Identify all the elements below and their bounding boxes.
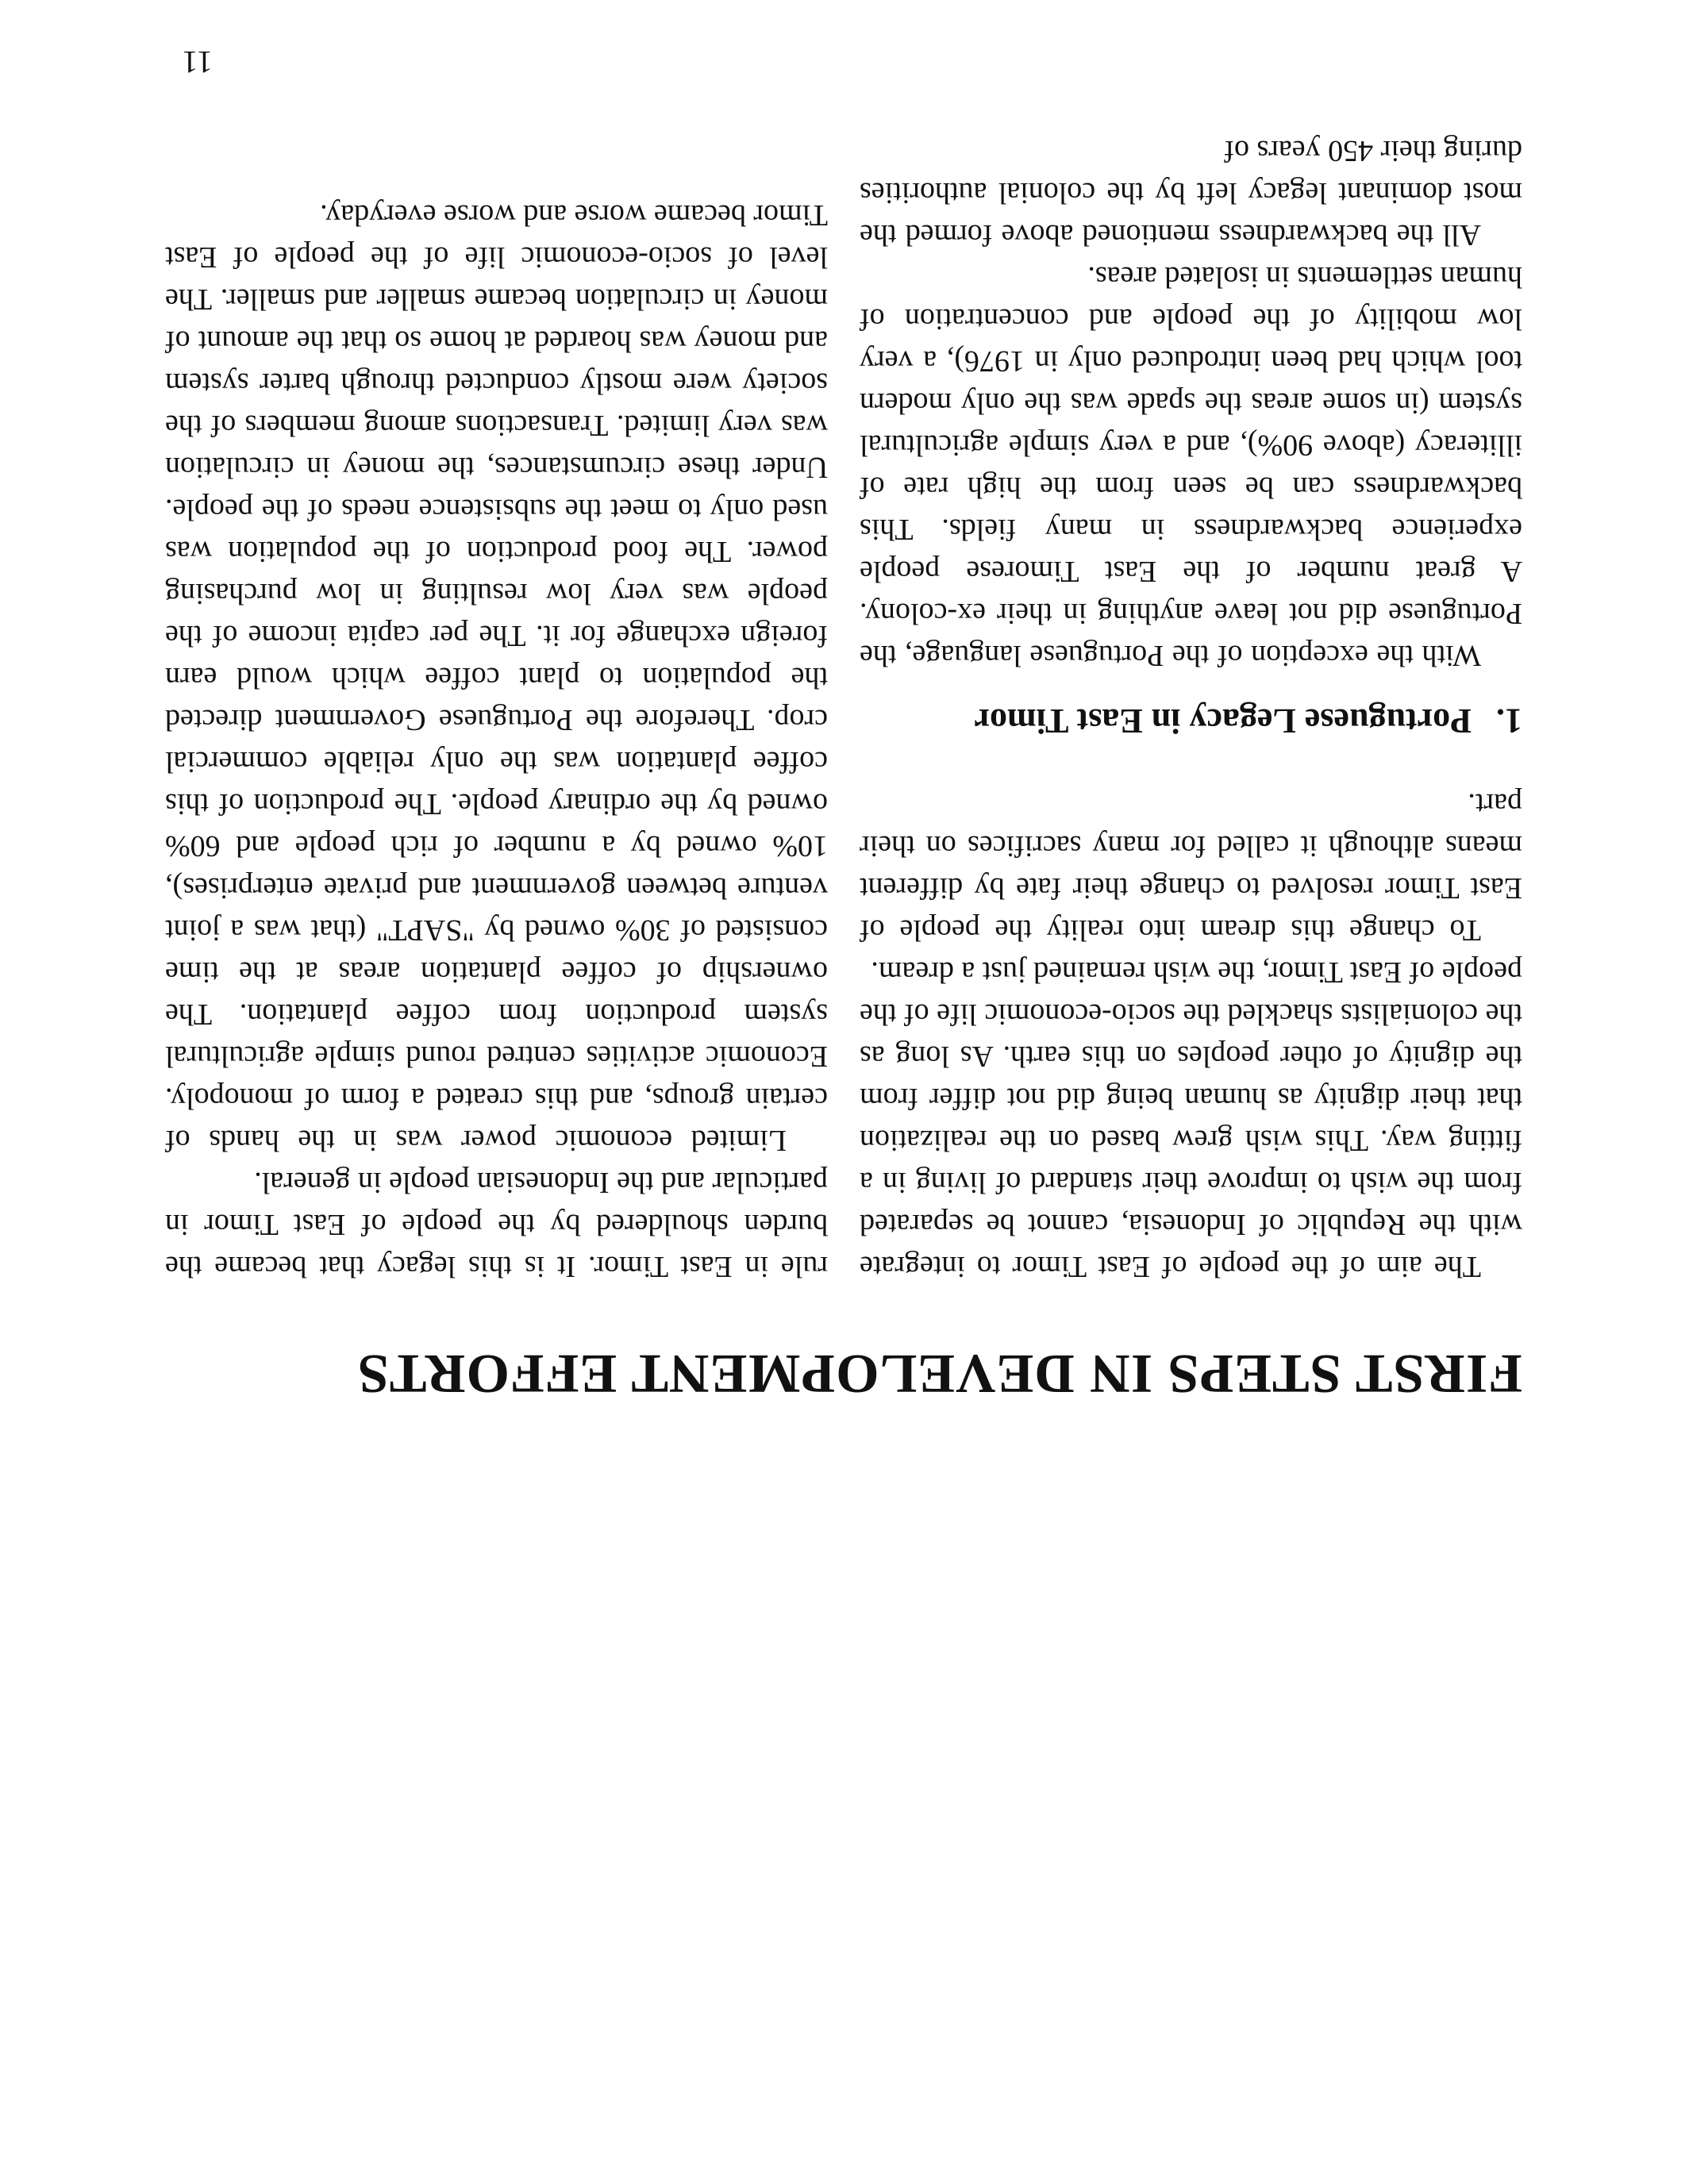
paragraph: With the exception of the Portuguese language, the Portuguese did not leave anything in their ex-colony. A great number of the East Timorese people experience backwardness in many fields. This backwardness can be seen from the high rate of illiteracy (above 90%), and a very simple agricultural system (in some areas the spade was the only modern tool which had been introduced only in 1976), a very low mobility of the people and concentration of human settlements in isolated areas.: [860, 260, 1522, 672]
section-number: 1.: [1496, 702, 1522, 740]
paragraph: All the backwardness mentioned above formed the most dominant legacy left by the colonial authorities during their 450 years of: [860, 134, 1522, 252]
page-number: 11: [182, 44, 213, 80]
paragraph: Limited economic power was in the hands of certain groups, and this created a form of monopoly. Economic activities centred round simple agricultural system production from coffee plantation. The ownership of coffee plantation areas at the time consisted of 30% owned by "SAPT" (that was a joint venture between government and private enterprises), 10% owned by a number of rich people and 60% owned by the ordinary people. The production of this coffee plantation was the only reliable commercial crop. Therefore the Portuguese Government directed the population to plant coffee which would earn foreign exchange for it. The per capita income of the people was very low resulting in low purchasing power. The food production of the population was used only to meet the subsistence needs of the people. Under these circumstances, the money in circulation was very limited. Transactions among members of the society were mostly conducted through barter system and money was hoarded at home so that the amount of money in circulation became smaller and smaller. The level of socio-economic life of the people of East Timor became worse and worse everyday.: [165, 198, 828, 1157]
paragraph: rule in East Timor. It is this legacy that became the burden shouldered by the people of East Timor in particular and the Indonesian people in general.: [165, 1166, 828, 1283]
paragraph: To change this dream into reality the people of East Timor resolved to change their fate by different means although it called for many sacrifices on their part.: [860, 787, 1522, 947]
right-column: [165, 194, 828, 1287]
paragraph: The aim of the people of East Timor to integrate with the Republic of Indonesia, cannot be separated from the wish to improve their standard of living in a fitting way. This wish grew based on the realization that their dignity as human being did not differ from the dignity of other peoples on this earth. As long as the colonialists shackled the socio-economic life of the people of East Timor, the wish remained just a dream.: [860, 956, 1522, 1283]
page-title: FIRST STEPS IN DEVELOPMENT EFFORTS: [356, 1343, 1522, 1404]
left-column: [860, 129, 1522, 1287]
section-heading: [860, 698, 1522, 743]
section-title: Portuguese Legacy in East Timor: [974, 702, 1472, 740]
